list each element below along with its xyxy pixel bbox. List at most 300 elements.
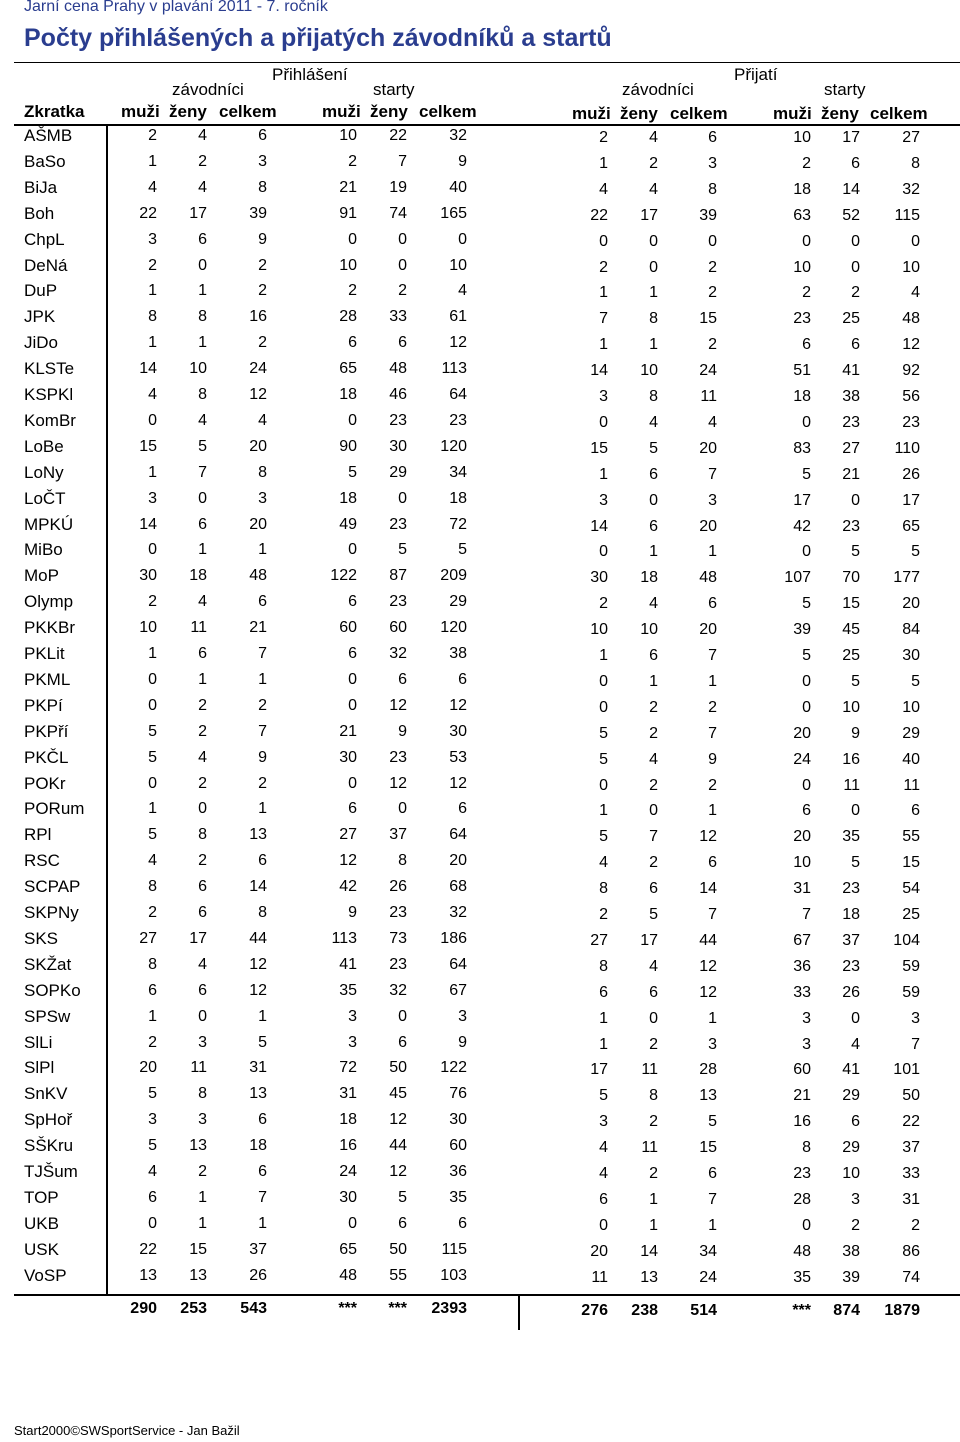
value-cell: 6	[851, 1113, 860, 1131]
value-cell: 40	[902, 750, 920, 768]
value-cell: 0	[198, 1007, 207, 1025]
value-cell: 0	[851, 491, 860, 509]
value-cell: 60	[449, 1137, 467, 1155]
club-abbr-cell: PORum	[24, 799, 85, 819]
value-cell: 6	[708, 1165, 717, 1182]
value-cell: 0	[599, 1216, 608, 1234]
value-cell: 6	[599, 1190, 608, 1208]
value-cell: 2	[348, 152, 357, 170]
value-cell: 0	[148, 411, 157, 429]
value-cell: 4	[649, 413, 658, 431]
value-cell: 34	[449, 463, 467, 481]
value-cell: 12	[902, 336, 920, 354]
value-cell: 18	[842, 906, 860, 923]
value-cell: 17	[590, 1061, 608, 1079]
value-cell: 1	[258, 1214, 267, 1232]
value-cell: 2	[649, 724, 658, 742]
value-cell: 5	[148, 1085, 157, 1103]
value-cell: 14	[842, 180, 860, 198]
value-cell: 21	[339, 722, 357, 740]
club-abbr-cell: PKLit	[24, 644, 65, 663]
value-cell: 4	[649, 595, 658, 613]
value-cell: 35	[842, 828, 860, 846]
value-cell: 13	[699, 1087, 717, 1105]
page-title: Počty přihlášených a přijatých závodníků a startů	[24, 24, 612, 52]
value-cell: 52	[842, 206, 860, 224]
subtitle: Jarní cena Prahy v plavání 2011 - 7. ročník	[24, 0, 328, 15]
value-cell: 22	[139, 1240, 157, 1258]
value-cell: 6	[851, 336, 860, 354]
value-cell: 14	[139, 360, 157, 378]
value-cell: 51	[793, 362, 811, 380]
value-cell: 6	[708, 129, 717, 146]
value-cell: 72	[339, 1059, 357, 1077]
value-cell: 30	[590, 569, 608, 587]
value-cell: 1	[708, 802, 717, 820]
group-accepted-label: Přijatí	[734, 65, 778, 84]
value-cell: 4	[599, 1139, 608, 1157]
club-abbr-cell: MiBo	[24, 540, 63, 560]
value-cell: 5	[398, 1188, 407, 1206]
value-cell: 1	[198, 1188, 207, 1206]
value-cell: 8	[258, 178, 267, 196]
value-cell: 1	[649, 672, 658, 690]
value-cell: 10	[139, 619, 157, 637]
club-abbr-cell: MPKÚ	[24, 514, 74, 534]
value-cell: 1	[148, 334, 157, 352]
value-cell: 2	[198, 696, 207, 714]
club-abbr-cell: LoČT	[24, 488, 66, 508]
value-cell: 16	[842, 750, 860, 768]
club-abbr-cell: KLSTe	[24, 359, 75, 379]
col-acc-comp-men-header: muži	[572, 104, 611, 123]
col-reg-starts-total-header: celkem	[419, 102, 477, 121]
value-cell: 23	[389, 748, 407, 766]
value-cell: 32	[389, 645, 407, 662]
value-cell: 120	[440, 619, 467, 637]
value-cell: 5	[458, 541, 467, 559]
value-cell: 5	[851, 543, 860, 561]
value-cell: 65	[339, 360, 357, 378]
club-abbr-cell: DuP	[24, 281, 58, 301]
value-cell: 0	[148, 541, 157, 559]
value-cell: 1	[599, 802, 608, 820]
value-cell: 32	[389, 981, 407, 999]
value-cell: 9	[708, 750, 717, 768]
club-abbr-cell: UKB	[24, 1213, 59, 1233]
club-abbr-cell: RPl	[24, 825, 52, 845]
value-cell: 0	[851, 258, 860, 276]
value-cell: 2	[708, 776, 717, 794]
value-cell: 38	[842, 1242, 860, 1260]
value-cell: 48	[699, 569, 717, 587]
value-cell: 3	[148, 1111, 157, 1129]
value-cell: 39	[793, 621, 811, 639]
value-cell: 23	[389, 515, 407, 533]
value-cell: 1	[599, 284, 608, 302]
value-cell: 36	[793, 957, 811, 975]
value-cell: 30	[449, 722, 467, 740]
value-cell: 1	[599, 1009, 608, 1027]
club-abbr-cell: SCPAP	[24, 877, 81, 897]
value-cell: 8	[708, 180, 717, 198]
value-cell: 6	[649, 647, 658, 664]
value-cell: 1	[599, 154, 608, 172]
value-cell: 20	[699, 621, 717, 639]
value-cell: 28	[339, 308, 357, 326]
value-cell: 6	[599, 983, 608, 1001]
col-reg-starts-women-header: ženy	[370, 102, 408, 121]
value-cell: 15	[842, 595, 860, 613]
value-cell: 6	[258, 852, 267, 870]
value-cell: 9	[458, 1033, 467, 1051]
value-cell: 37	[902, 1139, 920, 1157]
value-cell: 10	[793, 258, 811, 276]
value-cell: 3	[348, 1033, 357, 1051]
value-cell: 72	[449, 515, 467, 533]
value-cell: 83	[793, 439, 811, 457]
value-cell: 0	[649, 1009, 658, 1027]
value-cell: 23	[389, 411, 407, 429]
value-cell: 2	[708, 336, 717, 354]
value-cell: 38	[449, 645, 467, 662]
value-cell: 32	[449, 127, 467, 144]
value-cell: 91	[339, 204, 357, 222]
value-cell: 14	[640, 1242, 658, 1260]
value-cell: 65	[339, 1240, 357, 1258]
value-cell: 3	[258, 489, 267, 507]
value-cell: 12	[339, 852, 357, 870]
value-cell: 25	[842, 647, 860, 664]
col-reg-comp-women-header: ženy	[169, 102, 207, 121]
value-cell: 7	[708, 465, 717, 483]
value-cell: 33	[902, 1165, 920, 1182]
value-cell: 19	[389, 178, 407, 196]
value-cell: 5	[599, 750, 608, 768]
value-cell: 5	[911, 672, 920, 690]
col-reg-starts-men-header: muži	[322, 102, 361, 121]
value-cell: 0	[599, 776, 608, 794]
value-cell: 20	[139, 1059, 157, 1077]
value-cell: 104	[893, 931, 920, 949]
col-acc-comp-total-header: celkem	[670, 104, 728, 123]
value-cell: 0	[398, 1007, 407, 1025]
value-cell: 27	[139, 929, 157, 947]
value-cell: 32	[902, 180, 920, 198]
value-cell: 2	[599, 129, 608, 146]
value-cell: 23	[842, 957, 860, 975]
value-cell: 30	[389, 437, 407, 455]
value-cell: 7	[599, 310, 608, 328]
value-cell: 17	[640, 206, 658, 224]
value-cell: 10	[640, 362, 658, 380]
value-cell: 12	[699, 828, 717, 846]
value-cell: 0	[708, 232, 717, 250]
value-cell: 0	[198, 256, 207, 274]
value-cell: 50	[902, 1087, 920, 1105]
value-cell: 29	[842, 1087, 860, 1105]
club-abbr-cell: SKŽat	[24, 954, 72, 974]
value-cell: 6	[348, 645, 357, 662]
value-cell: 3	[198, 1111, 207, 1129]
value-cell: 103	[440, 1266, 467, 1284]
value-cell: 2	[258, 282, 267, 300]
value-cell: 12	[389, 696, 407, 714]
value-cell: 60	[389, 619, 407, 637]
value-cell: 44	[699, 931, 717, 949]
left-starts-label: starty	[373, 80, 415, 99]
total-cell: 1879	[884, 1302, 920, 1319]
value-cell: 20	[249, 515, 267, 533]
value-cell: 65	[902, 517, 920, 535]
value-cell: 4	[198, 593, 207, 611]
value-cell: 48	[339, 1266, 357, 1284]
value-cell: 49	[339, 515, 357, 533]
value-cell: 8	[198, 386, 207, 403]
value-cell: 16	[793, 1113, 811, 1131]
value-cell: 59	[902, 983, 920, 1001]
value-cell: 4	[458, 282, 467, 300]
col-acc-starts-men-header: muži	[773, 104, 812, 123]
right-competitors-label: závodníci	[622, 80, 694, 99]
value-cell: 6	[649, 880, 658, 898]
value-cell: 7	[802, 906, 811, 923]
value-cell: 0	[198, 800, 207, 818]
total-cell: 290	[130, 1300, 157, 1317]
value-cell: 8	[198, 826, 207, 844]
value-cell: 22	[139, 204, 157, 222]
value-cell: 70	[842, 569, 860, 587]
value-cell: 1	[649, 543, 658, 561]
value-cell: 68	[449, 878, 467, 896]
value-cell: 14	[590, 517, 608, 535]
value-cell: 8	[148, 308, 157, 326]
value-cell: 6	[198, 878, 207, 896]
value-cell: 0	[802, 232, 811, 250]
value-cell: 25	[902, 906, 920, 923]
club-abbr-cell: LoNy	[24, 462, 64, 482]
club-abbr-cell: MoP	[24, 566, 59, 586]
value-cell: 8	[148, 955, 157, 973]
club-abbr-cell: POKr	[24, 773, 66, 793]
header-rule	[14, 62, 960, 63]
value-cell: 73	[389, 929, 407, 947]
value-cell: 12	[449, 334, 467, 352]
value-cell: 90	[339, 437, 357, 455]
club-abbr-cell: SlPl	[24, 1058, 55, 1078]
value-cell: 33	[793, 983, 811, 1001]
value-cell: 23	[389, 593, 407, 611]
total-cell: 874	[833, 1302, 860, 1319]
value-cell: 9	[258, 230, 267, 248]
value-cell: 6	[258, 1111, 267, 1129]
value-cell: 0	[198, 489, 207, 507]
value-cell: 0	[851, 232, 860, 250]
value-cell: 30	[449, 1111, 467, 1129]
value-cell: 5	[599, 828, 608, 846]
value-cell: 4	[911, 284, 920, 302]
value-cell: 2	[599, 906, 608, 923]
value-cell: 4	[148, 1163, 157, 1180]
value-cell: 6	[198, 981, 207, 999]
value-cell: 24	[339, 1163, 357, 1180]
club-abbr-cell: SOPKo	[24, 980, 81, 1000]
club-abbr-cell: DeNá	[24, 255, 68, 275]
value-cell: 0	[911, 232, 920, 250]
value-cell: 11	[903, 776, 920, 794]
value-cell: 113	[441, 360, 467, 378]
value-cell: 12	[449, 774, 467, 792]
value-cell: 2	[148, 127, 157, 144]
club-abbr-cell: TOP	[24, 1187, 59, 1207]
value-cell: 3	[911, 1009, 920, 1027]
value-cell: 2	[148, 1033, 157, 1051]
value-cell: 74	[902, 1268, 920, 1286]
value-cell: 18	[793, 180, 811, 198]
value-cell: 5	[148, 722, 157, 740]
value-cell: 8	[148, 878, 157, 896]
club-abbr-cell: ChpL	[24, 229, 65, 249]
value-cell: 37	[389, 826, 407, 844]
value-cell: 12	[249, 955, 267, 973]
value-cell: 4	[198, 411, 207, 429]
value-cell: 18	[249, 1137, 267, 1155]
value-cell: 7	[258, 722, 267, 740]
value-cell: 31	[902, 1190, 920, 1208]
value-cell: 1	[258, 800, 267, 818]
value-cell: 29	[389, 463, 407, 481]
value-cell: 7	[198, 463, 207, 481]
value-cell: 6	[198, 904, 207, 921]
value-cell: 5	[599, 1087, 608, 1105]
value-cell: 20	[902, 595, 920, 613]
value-cell: 4	[599, 180, 608, 198]
value-cell: 9	[258, 748, 267, 766]
col-acc-starts-total-header: celkem	[870, 104, 928, 123]
total-cell: 276	[581, 1302, 608, 1319]
total-cell: 253	[180, 1300, 207, 1317]
value-cell: 1	[599, 1035, 608, 1053]
value-cell: 42	[339, 878, 357, 896]
value-cell: 0	[802, 698, 811, 716]
value-cell: 1	[258, 1007, 267, 1025]
value-cell: 56	[902, 388, 920, 405]
value-cell: 34	[699, 1242, 717, 1260]
value-cell: 44	[249, 929, 267, 947]
value-cell: 9	[458, 152, 467, 170]
value-cell: 0	[348, 230, 357, 248]
value-cell: 1	[649, 1190, 658, 1208]
value-cell: 9	[398, 722, 407, 740]
value-cell: 15	[902, 854, 920, 872]
value-cell: 5	[198, 437, 207, 455]
value-cell: 54	[902, 880, 920, 898]
total-cell: 543	[240, 1300, 267, 1317]
value-cell: 1	[649, 336, 658, 354]
col-reg-comp-men-header: muži	[121, 102, 160, 121]
value-cell: 41	[842, 362, 860, 380]
value-cell: 0	[802, 672, 811, 690]
club-abbr-cell: PKČL	[24, 747, 69, 767]
value-cell: 0	[649, 491, 658, 509]
value-cell: 1	[649, 1216, 658, 1234]
value-cell: 30	[339, 1188, 357, 1206]
value-cell: 22	[389, 127, 407, 144]
value-cell: 4	[198, 955, 207, 973]
value-cell: 20	[699, 517, 717, 535]
value-cell: 2	[348, 282, 357, 300]
value-cell: 48	[389, 360, 407, 378]
value-cell: 2	[148, 593, 157, 611]
club-abbr-cell: KomBr	[24, 410, 76, 430]
value-cell: 9	[348, 904, 357, 921]
value-cell: 0	[398, 800, 407, 818]
value-cell: 46	[389, 386, 407, 403]
value-cell: 11	[700, 388, 717, 405]
totals-rule	[14, 1294, 960, 1296]
club-abbr-cell: SKPNy	[24, 903, 79, 922]
value-cell: 8	[398, 852, 407, 870]
value-cell: 2	[649, 776, 658, 794]
club-abbr-cell: SPSw	[24, 1006, 71, 1026]
value-cell: 64	[449, 386, 467, 403]
value-cell: 67	[449, 981, 467, 999]
club-abbr-cell: BiJa	[24, 177, 58, 197]
value-cell: 8	[599, 880, 608, 898]
col-reg-comp-total-header: celkem	[219, 102, 277, 121]
value-cell: 13	[189, 1266, 207, 1284]
value-cell: 48	[249, 567, 267, 585]
value-cell: 120	[440, 437, 467, 455]
value-cell: 3	[851, 1190, 860, 1208]
value-cell: 39	[842, 1268, 860, 1286]
value-cell: 1	[148, 282, 157, 300]
value-cell: 86	[902, 1242, 920, 1260]
value-cell: 0	[802, 776, 811, 794]
value-cell: 0	[348, 696, 357, 714]
value-cell: 6	[649, 517, 658, 535]
value-cell: 0	[348, 774, 357, 792]
value-cell: 10	[449, 256, 467, 274]
value-cell: 7	[649, 828, 658, 846]
left-competitors-label: závodníci	[172, 80, 244, 99]
value-cell: 6	[398, 1214, 407, 1232]
value-cell: 26	[249, 1266, 267, 1284]
value-cell: 0	[148, 774, 157, 792]
value-cell: 23	[449, 411, 467, 429]
value-cell: 16	[249, 308, 267, 326]
value-cell: 21	[339, 178, 357, 196]
value-cell: 14	[249, 878, 267, 896]
value-cell: 10	[902, 258, 920, 276]
value-cell: 2	[649, 154, 658, 172]
value-cell: 63	[793, 206, 811, 224]
value-cell: 17	[842, 129, 860, 146]
value-cell: 18	[640, 569, 658, 587]
value-cell: 26	[842, 983, 860, 1001]
value-cell: 4	[198, 748, 207, 766]
value-cell: 1	[148, 645, 157, 662]
value-cell: 35	[339, 981, 357, 999]
value-cell: 5	[599, 724, 608, 742]
value-cell: 27	[339, 826, 357, 844]
value-cell: 8	[649, 388, 658, 405]
value-cell: 38	[842, 388, 860, 405]
value-cell: 5	[708, 1113, 717, 1131]
value-cell: 23	[793, 1165, 811, 1182]
value-cell: 18	[339, 489, 357, 507]
value-cell: 10	[339, 256, 357, 274]
